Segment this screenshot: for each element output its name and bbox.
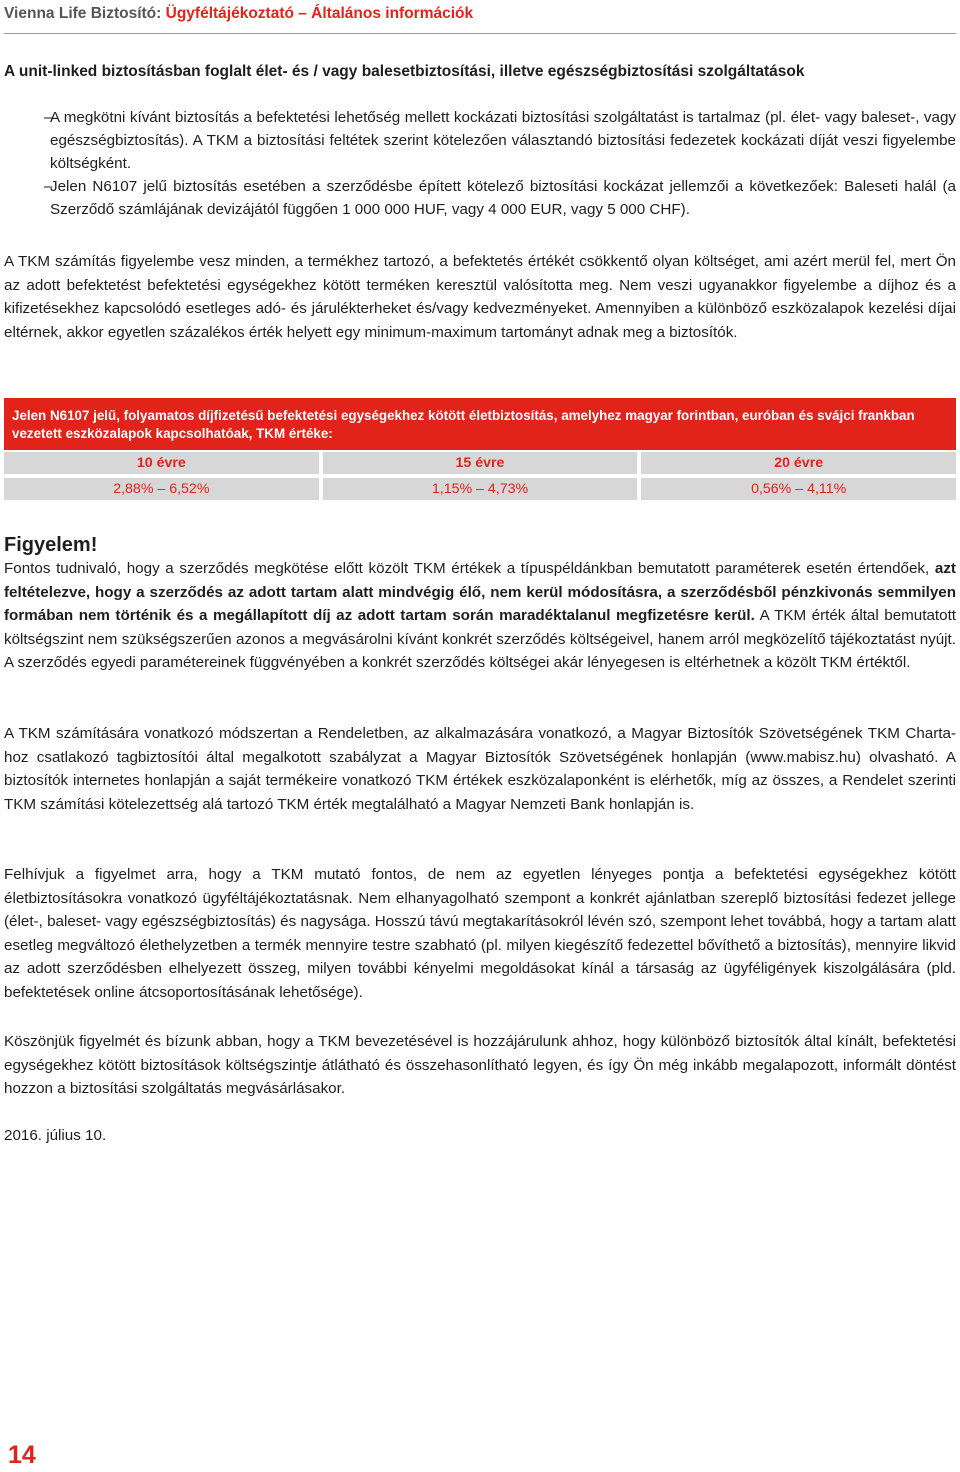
attention-paragraph: [4, 557, 956, 675]
tkm-explanation-paragraph: A TKM számítás figyelembe vesz minden, a termékhez tartozó, a befektetés értékét csökkentő olyan költséget, ami azért merül fel, mert Ön az adott befektetést befektetési egységekhez kötött terméken keresztül valósította meg. Nem veszi ugyanakkor figyelembe a díjhoz és a kifizetésekhez kapcsolódó esetleges adó- és járulékterheket és/vagy kedvezményeket. Amennyiben a különböző eszközalapok kezelési díjai eltérnek, akkor egyetlen százalékos érték helyett egy minimum-maximum tartományt adnak meg a biztosítók.: [4, 253, 956, 341]
header-company: Vienna Life Biztosító:: [4, 5, 162, 22]
bullet-dash: –: [44, 109, 53, 126]
bullet-dash: –: [44, 178, 53, 195]
methodology-paragraph: A TKM számítására vonatkozó módszertan a Rendeletben, az alkalmazására vonatkozó, a Magyar Biztosítók Szövetségének TKM Charta-hoz csatlakozó tagbiztosítói által megalkotott szabályzat a Magyar Biztosítók Szövetségének honlapján (www.mabisz.hu) olvasható. A biztosítók internetes honlapján a saját termékeire vonatkozó TKM értékek eszközalaponként is elérhetők, míg az összes, a Rendelet szerinti TKM számítási kötelezettség alá tartozó TKM érték megtalálható a Magyar Nemzeti Bank honlapján is.: [4, 725, 956, 813]
bullet-text: A megkötni kívánt biztosítás a befektetési lehetőség mellett kockázati biztosítási szolgáltatást is tartalmaz (pl. élet- vagy baleset-, vagy egészségbiztosítás).: [50, 109, 956, 149]
attention-text-bold: azt feltételezve, hogy a szerződés az adott tartam alatt mindvégig élő, nem kerül módosításra, a szerződésből pénzkivonás semmilyen formában nem történik és a megállapított díj az adott tartam során maradéktalanul megfizetésre kerül.: [4, 560, 956, 624]
bullet-item: [4, 106, 956, 175]
thanks-paragraph: Köszönjük figyelmét és bízunk abban, hogy a TKM bevezetésével is hozzájárulunk ahhoz, hogy különböző biztosítók által kínált, befektetési egységekhez kötött biztosítások költségszintje átlátható és összehasonlítható legyen, és így Ön még inkább megalapozott, informált döntést hozzon a biztosítási szolgáltatás megvásárlásakor.: [4, 1033, 956, 1097]
bullet-item: [4, 175, 956, 221]
section-title: A unit-linked biztosításban foglalt élet- és / vagy balesetbiztosítási, illetve egészségbiztosítási szolgáltatások: [4, 63, 805, 80]
tkm-table: [4, 452, 956, 500]
header-section: Ügyféltájékoztató – Általános információk: [165, 5, 474, 22]
bullet-list: [4, 106, 956, 221]
tkm-table-caption: Jelen N6107 jelű, folyamatos díjfizetésű befektetési egységekhez kötött életbiztosítás, amelyhez magyar forintban, euróban és svájci frankban vezetett eszközalapok kapcsolhatóak, TKM értéke:: [4, 398, 956, 450]
bullet-text: Jelen N6107 jelű biztosítás esetében a szerződésbe épített kötelező biztosítási kockázat jellemzői a következőek: Baleseti halál (a Szerződő számlájának devizájától függően 1 000 000 HUF, vagy 4 000 EUR, vagy 5 000 CHF).: [50, 178, 956, 218]
table-value-20: 0,56% – 4,11%: [641, 478, 956, 500]
attention-text-a: Fontos tudnivaló, hogy a szerződés megkötése előtt közölt TKM értékek a típuspéldánkban bemutatott paraméterek esetén értendőek,: [4, 560, 930, 577]
bullet-text-cont: A TKM a biztosítási feltétek szerint kötelezően választandó biztosítási fedezetek kockázati díját veszi figyelembe költségként.: [50, 132, 956, 172]
page-header: [4, 4, 956, 34]
table-value-10: 2,88% – 6,52%: [4, 478, 319, 500]
consideration-paragraph: Felhívjuk a figyelmet arra, hogy a TKM mutató fontos, de nem az egyetlen lényeges pontja a befektetési egységekhez kötött életbiztosításokra vonatkozó ügyféltájékoztatásnak. Nem elhanyagolható szempont a konkrét ajánlatban szereplő biztosítási fedezet jellege (élet-, baleset- vagy egészségbiztosítás) és nagysága. Hosszú távú megtakarításokról lévén szó, szempont lehet továbbá, hogy a tartam alatt esetleg megváltozó élethelyzetben a termék mennyire testre szabható (pl. milyen kiegészítő fedezettel bővíthető a biztosítás), mennyire likvid az adott szerződésben elhelyezett összeg, milyen további kényelmi megoldásokat kínál a társaság az ügyféligények kiszolgálására (pld. befektetések online átcsoportosításának lehetősége).: [4, 866, 956, 1001]
table-value-15: 1,15% – 4,73%: [323, 478, 638, 500]
table-header-10: 10 évre: [4, 452, 319, 474]
table-header-15: 15 évre: [323, 452, 638, 474]
document-date: 2016. július 10.: [4, 1127, 107, 1144]
attention-heading: Figyelem!: [4, 534, 98, 556]
table-header-20: 20 évre: [641, 452, 956, 474]
page-number: 14: [8, 1441, 36, 1469]
attention-text-b: A TKM érték által bemutatott költségszint nem szükségszerűen azonos a megvásárolni kívánt konkrét szerződés költségeivel, hanem arról megközelítő tájékoztatást nyújt. A szerződés egyedi paramétereinek függvényében a konkrét szerződés költségei akár lényegesen is eltérhetnek a közölt TKM értéktől.: [4, 607, 957, 671]
